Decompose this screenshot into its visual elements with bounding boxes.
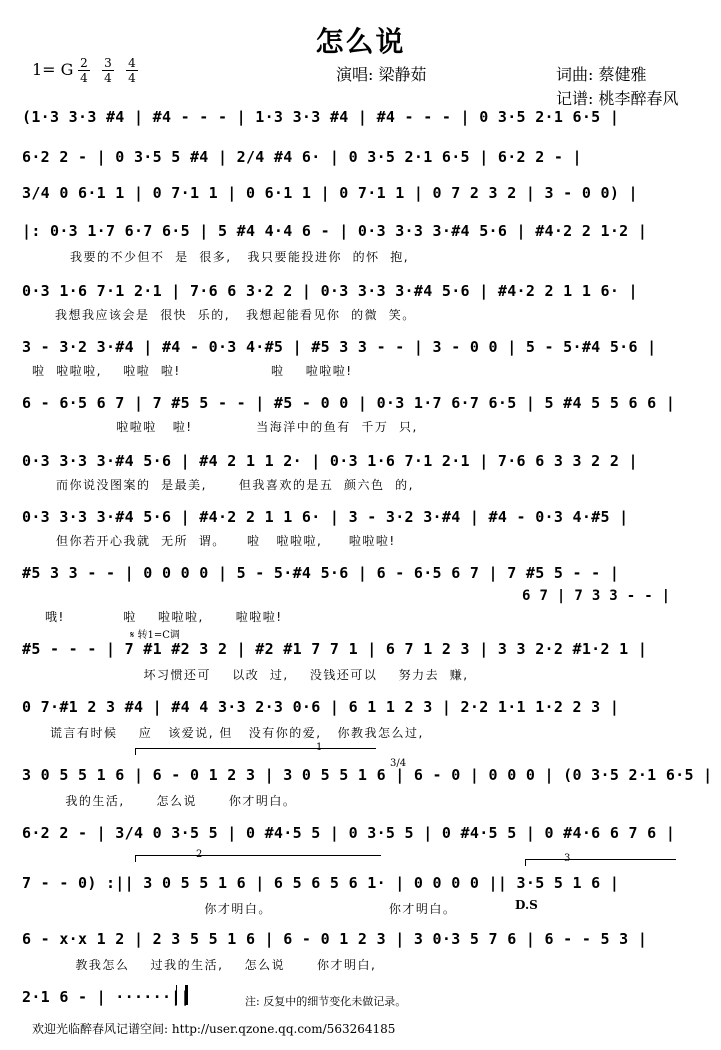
score-line-7: 6 - 6·5 6 7 | 7 #5 5 - - | #5 - 0 0 | 0·3 1·7 6·7 6·5 | 5 #4 5 5 6 6 |: [22, 394, 676, 412]
volta-1-label: 1: [316, 742, 323, 753]
time-signature-3: 4 4: [126, 57, 138, 84]
modulation-label: 转1=C调: [137, 630, 180, 641]
score-line-12: 0 7·#1 2 3 #4 | #4 4 3·3 2·3 0·6 | 6 1 1 2 3 | 2·2 1·1 1·2 2 3 |: [22, 698, 620, 716]
time-signature-2: 3 4: [102, 57, 114, 84]
score-line-2: 6·2 2 - | 0 3·5 5 #4 | 2/4 #4 6· | 0 3·5 2·1 6·5 | 6·2 2 - |: [22, 148, 582, 166]
song-title: 怎么说: [315, 25, 406, 58]
score-line-6: 3 - 3·2 3·#4 | #4 - 0·3 4·#5 | #5 3 3 - - | 3 - 0 0 | 5 - 5·#4 5·6 |: [22, 338, 657, 356]
volta-2-label: 2: [196, 849, 203, 860]
volta-1-bracket: [135, 748, 376, 755]
score-line-4: |: 0·3 1·7 6·7 6·5 | 5 #4 4·4 6 - | 0·3 3·3 3·#4 5·6 | #4·2 2 1·2 |: [22, 222, 648, 240]
score-line-3: 3/4 0 6·1 1 | 0 7·1 1 | 0 6·1 1 | 0 7·1 1 | 0 7 2 3 2 | 3 - 0 0) |: [22, 184, 638, 202]
lyric-line-8: 而你说没图案的 是最美, 但我喜欢的是五 颜六色 的,: [56, 478, 414, 492]
score-line-14: 6·2 2 - | 3/4 0 3·5 5 | 0 #4·5 5 | 0 3·5 5 | 0 #4·5 5 | 0 #4·6 6 7 6 |: [22, 824, 676, 842]
lyric-line-13: 我的生活, 怎么说 你才明白。: [60, 794, 297, 808]
lyric-line-9: 但你若开心我就 无所 谓。 啦 啦啦啦, 啦啦啦!: [56, 534, 396, 548]
lyric-line-6: 啦 啦啦啦, 啦啦 啦! 啦 啦啦啦!: [32, 364, 353, 378]
score-line-5: 0·3 1·6 7·1 2·1 | 7·6 6 3·2 2 | 0·3 3·3 3·#4 5·6 | #4·2 2 1 1 6· |: [22, 282, 638, 300]
score-line-13: 3 0 5 5 1 6 | 6 - 0 1 2 3 | 3 0 5 5 1 6 | 6 - 0 | 0 0 0 | (0 3·5 2·1 6·5 |: [22, 766, 713, 784]
lyric-line-15: 你才明白。 你才明白。: [130, 902, 457, 916]
segno-and-modulation: 𝄋 转1=C调: [130, 630, 180, 641]
alternate-ending-notes: 6 7 | 7 3 3 - - |: [522, 588, 671, 604]
lyric-line-12: 谎言有时候 应 该爱说, 但 没有你的爱, 你教我怎么过,: [50, 726, 424, 740]
composer-credit: 词曲: 蔡健雅: [556, 65, 647, 84]
singer-credit: 演唱: 梁静茹: [336, 65, 427, 84]
score-line-9: 0·3 3·3 3·#4 5·6 | #4·2 2 1 1 6· | 3 - 3·2 3·#4 | #4 - 0·3 4·#5 |: [22, 508, 629, 526]
lyric-line-5: 我想我应该会是 很快 乐的, 我想起能看见你 的微 笑。: [55, 308, 416, 322]
volta-34-label: 3/4: [390, 758, 407, 769]
score-line-17: 2·1 6 - | ······||: [22, 988, 190, 1006]
lyric-line-7: 啦啦啦 啦! 当海洋中的鱼有 千万 只,: [95, 420, 418, 434]
score-line-15: 7 - - 0) :|| 3 0 5 5 1 6 | 6 5 6 5 6 1· | 0 0 0 0 || 3·5 5 1 6 |: [22, 874, 620, 892]
score-line-11: #5 - - - | 7 #1 #2 3 2 | #2 #1 7 7 1 | 6 7 1 2 3 | 3 3 2·2 #1·2 1 |: [22, 640, 648, 658]
key-signature: 1= G: [32, 60, 74, 79]
transcription-note: 注: 反复中的细节变化未做记录。: [245, 995, 407, 1008]
score-line-16: 6 - x·x 1 2 | 2 3 5 5 1 6 | 6 - 0 1 2 3 | 3 0·3 5 7 6 | 6 - - 5 3 |: [22, 930, 648, 948]
final-barline: [176, 985, 188, 1005]
time-signature-1: 2 4: [78, 57, 90, 84]
volta-3-label: 3: [564, 853, 571, 864]
lyric-line-16: 教我怎么 过我的生活, 怎么说 你才明白,: [70, 958, 377, 972]
volta-3-bracket: [525, 859, 676, 866]
score-line-8: 0·3 3·3 3·#4 5·6 | #4 2 1 1 2· | 0·3 1·6 7·1 2·1 | 7·6 6 3 3 2 2 |: [22, 452, 638, 470]
dal-segno-marker: D.S: [515, 898, 538, 912]
lyric-line-4: 我要的不少但不 是 很多, 我只要能投进你 的怀 抱,: [70, 250, 410, 264]
score-line-1: (1·3 3·3 #4 | #4 - - - | 1·3 3·3 #4 | #4 - - - | 0 3·5 2·1 6·5 |: [22, 108, 620, 126]
score-line-10: #5 3 3 - - | 0 0 0 0 | 5 - 5·#4 5·6 | 6 - 6·5 6 7 | 7 #5 5 - - |: [22, 564, 620, 582]
footer-url: 欢迎光临醉春风记谱空间: http://user.qzone.qq.com/563264185: [32, 1022, 396, 1036]
lyric-line-10: 哦! 啦 啦啦啦, 啦啦啦!: [45, 610, 283, 624]
volta-2-bracket: [135, 855, 381, 862]
transcriber-credit: 记谱: 桃李醉春风: [556, 89, 679, 108]
lyric-line-11: 坏习惯还可 以改 过, 没钱还可以 努力去 赚,: [85, 668, 469, 682]
